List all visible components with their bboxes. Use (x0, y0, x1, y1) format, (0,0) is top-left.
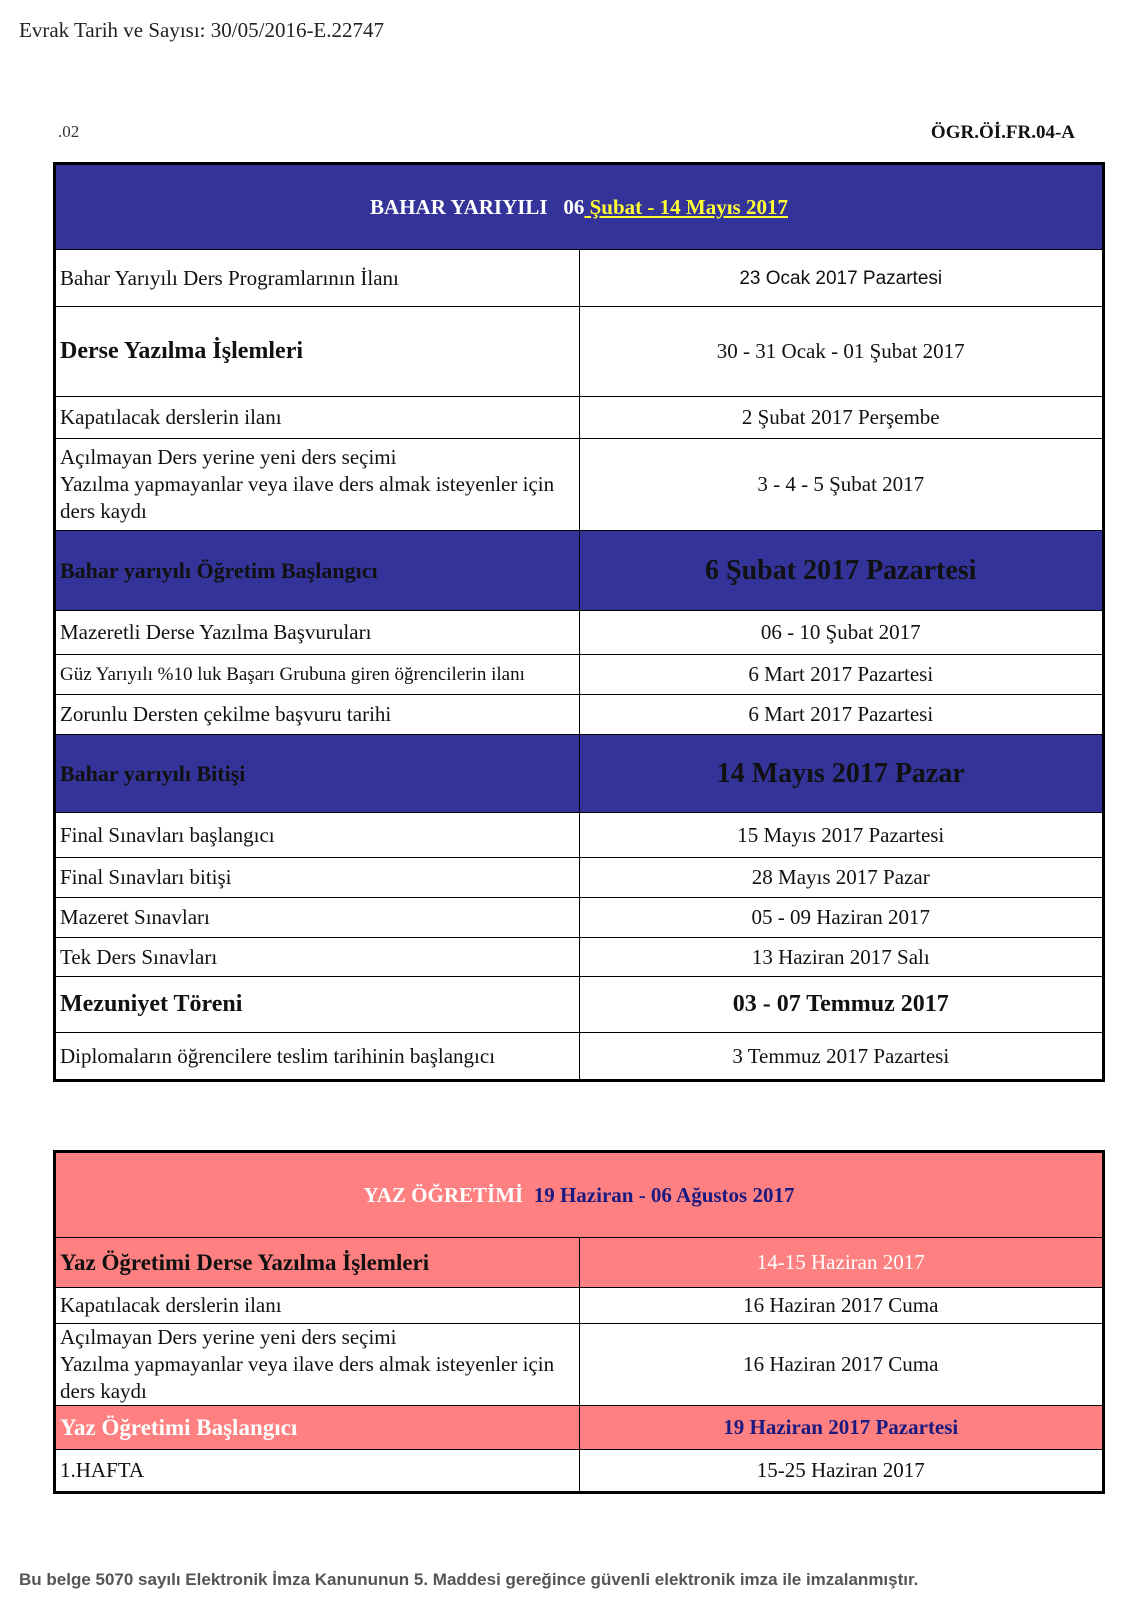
row-date: 19 Haziran 2017 Pazartesi (579, 1406, 1104, 1450)
row-date: 2 Şubat 2017 Perşembe (579, 397, 1104, 439)
summer-title-dates: 19 Haziran - 06 Ağustos 2017 (533, 1182, 795, 1207)
row-label (55, 439, 580, 531)
row-label: Bahar yarıyılı Bitişi (55, 735, 580, 813)
row-label: Zorunlu Dersten çekilme başvuru tarihi (55, 695, 580, 735)
row-label: Bahar Yarıyılı Ders Programlarının İlanı (55, 250, 580, 307)
row-date: 6 Mart 2017 Pazartesi (579, 655, 1104, 695)
row-date: 3 Temmuz 2017 Pazartesi (579, 1033, 1104, 1081)
spring-semester-table (53, 162, 1105, 1082)
e-signature-notice: Bu belge 5070 sayılı Elektronik İmza Kanununun 5. Maddesi gereğince güvenli elektronik imza ile imzalanmıştır. (19, 1570, 919, 1589)
document-number: .02 (58, 122, 80, 141)
spring-end-row (55, 735, 1104, 813)
row-date: 16 Haziran 2017 Cuma (579, 1324, 1104, 1406)
row-date: 16 Haziran 2017 Cuma (579, 1288, 1104, 1324)
graduation-row (55, 977, 1104, 1033)
table-row (55, 695, 1104, 735)
row-label: Yaz Öğretimi Başlangıcı (55, 1406, 580, 1450)
row-label-line: Açılmayan Ders yerine yeni ders seçimi (60, 445, 397, 469)
row-date: 15-25 Haziran 2017 (579, 1450, 1104, 1493)
row-label: Final Sınavları bitişi (55, 858, 580, 898)
row-label: Mazeretli Derse Yazılma Başvuruları (55, 611, 580, 655)
row-date: 6 Şubat 2017 Pazartesi (579, 531, 1104, 611)
row-label: Kapatılacak derslerin ilanı (55, 1288, 580, 1324)
row-date: 28 Mayıs 2017 Pazar (579, 858, 1104, 898)
table-row (55, 439, 1104, 531)
table-row (55, 307, 1104, 397)
table-row (55, 250, 1104, 307)
table-row (55, 1324, 1104, 1406)
row-label-line: Yazılma yapmayanlar veya ilave ders almak isteyenler için ders kaydı (60, 472, 555, 523)
row-label: Mazeret Sınavları (55, 898, 580, 938)
table-row (55, 1450, 1104, 1493)
table-row (55, 655, 1104, 695)
row-label: Diplomaların öğrencilere teslim tarihinin başlangıcı (55, 1033, 580, 1081)
spring-title-prefix: 06 (563, 194, 585, 219)
spring-title: BAHAR YARIYILI (370, 194, 548, 219)
row-label-line: Yazılma yapmayanlar veya ilave ders almak isteyenler için ders kaydı (60, 1352, 555, 1403)
row-label: Yaz Öğretimi Derse Yazılma İşlemleri (55, 1238, 580, 1288)
spring-start-row (55, 531, 1104, 611)
row-date: 6 Mart 2017 Pazartesi (579, 695, 1104, 735)
row-label: Tek Ders Sınavları (55, 938, 580, 977)
summer-start-row (55, 1406, 1104, 1450)
row-date: 06 - 10 Şubat 2017 (579, 611, 1104, 655)
document-reference: Evrak Tarih ve Sayısı: 30/05/2016-E.22747 (19, 18, 385, 42)
summer-school-table (53, 1150, 1105, 1494)
summer-registration-row (55, 1238, 1104, 1288)
table-row (55, 1288, 1104, 1324)
table-row (55, 813, 1104, 858)
table-row (55, 397, 1104, 439)
row-label: Kapatılacak derslerin ilanı (55, 397, 580, 439)
row-date: 30 - 31 Ocak - 01 Şubat 2017 (579, 307, 1104, 397)
row-date: 23 Ocak 2017 Pazartesi (579, 250, 1104, 307)
row-date: 3 - 4 - 5 Şubat 2017 (579, 439, 1104, 531)
spring-title-cell (55, 164, 1104, 250)
row-label: 1.HAFTA (55, 1450, 580, 1493)
summer-title-row (55, 1152, 1104, 1238)
row-date: 14-15 Haziran 2017 (579, 1238, 1104, 1288)
row-date: 15 Mayıs 2017 Pazartesi (579, 813, 1104, 858)
summer-title-cell (55, 1152, 1104, 1238)
spring-title-dates: Şubat - 14 Mayıs 2017 (584, 194, 788, 219)
spring-title-row (55, 164, 1104, 250)
row-label: Güz Yarıyılı %10 luk Başarı Grubuna giren öğrencilerin ilanı (55, 655, 580, 695)
row-date: 05 - 09 Haziran 2017 (579, 898, 1104, 938)
table-row (55, 611, 1104, 655)
row-label: Final Sınavları başlangıcı (55, 813, 580, 858)
row-date: 13 Haziran 2017 Salı (579, 938, 1104, 977)
summer-title: YAZ ÖĞRETİMİ (363, 1182, 524, 1207)
form-code: ÖGR.Öİ.FR.04-A (930, 122, 1075, 143)
table-row (55, 938, 1104, 977)
row-label: Mezuniyet Töreni (55, 977, 580, 1033)
table-row (55, 898, 1104, 938)
row-label-line: Açılmayan Ders yerine yeni ders seçimi (60, 1325, 397, 1349)
row-label: Bahar yarıyılı Öğretim Başlangıcı (55, 531, 580, 611)
table-row (55, 1033, 1104, 1081)
row-label: Derse Yazılma İşlemleri (55, 307, 580, 397)
row-date: 14 Mayıs 2017 Pazar (579, 735, 1104, 813)
row-label (55, 1324, 580, 1406)
row-date: 03 - 07 Temmuz 2017 (579, 977, 1104, 1033)
table-row (55, 858, 1104, 898)
